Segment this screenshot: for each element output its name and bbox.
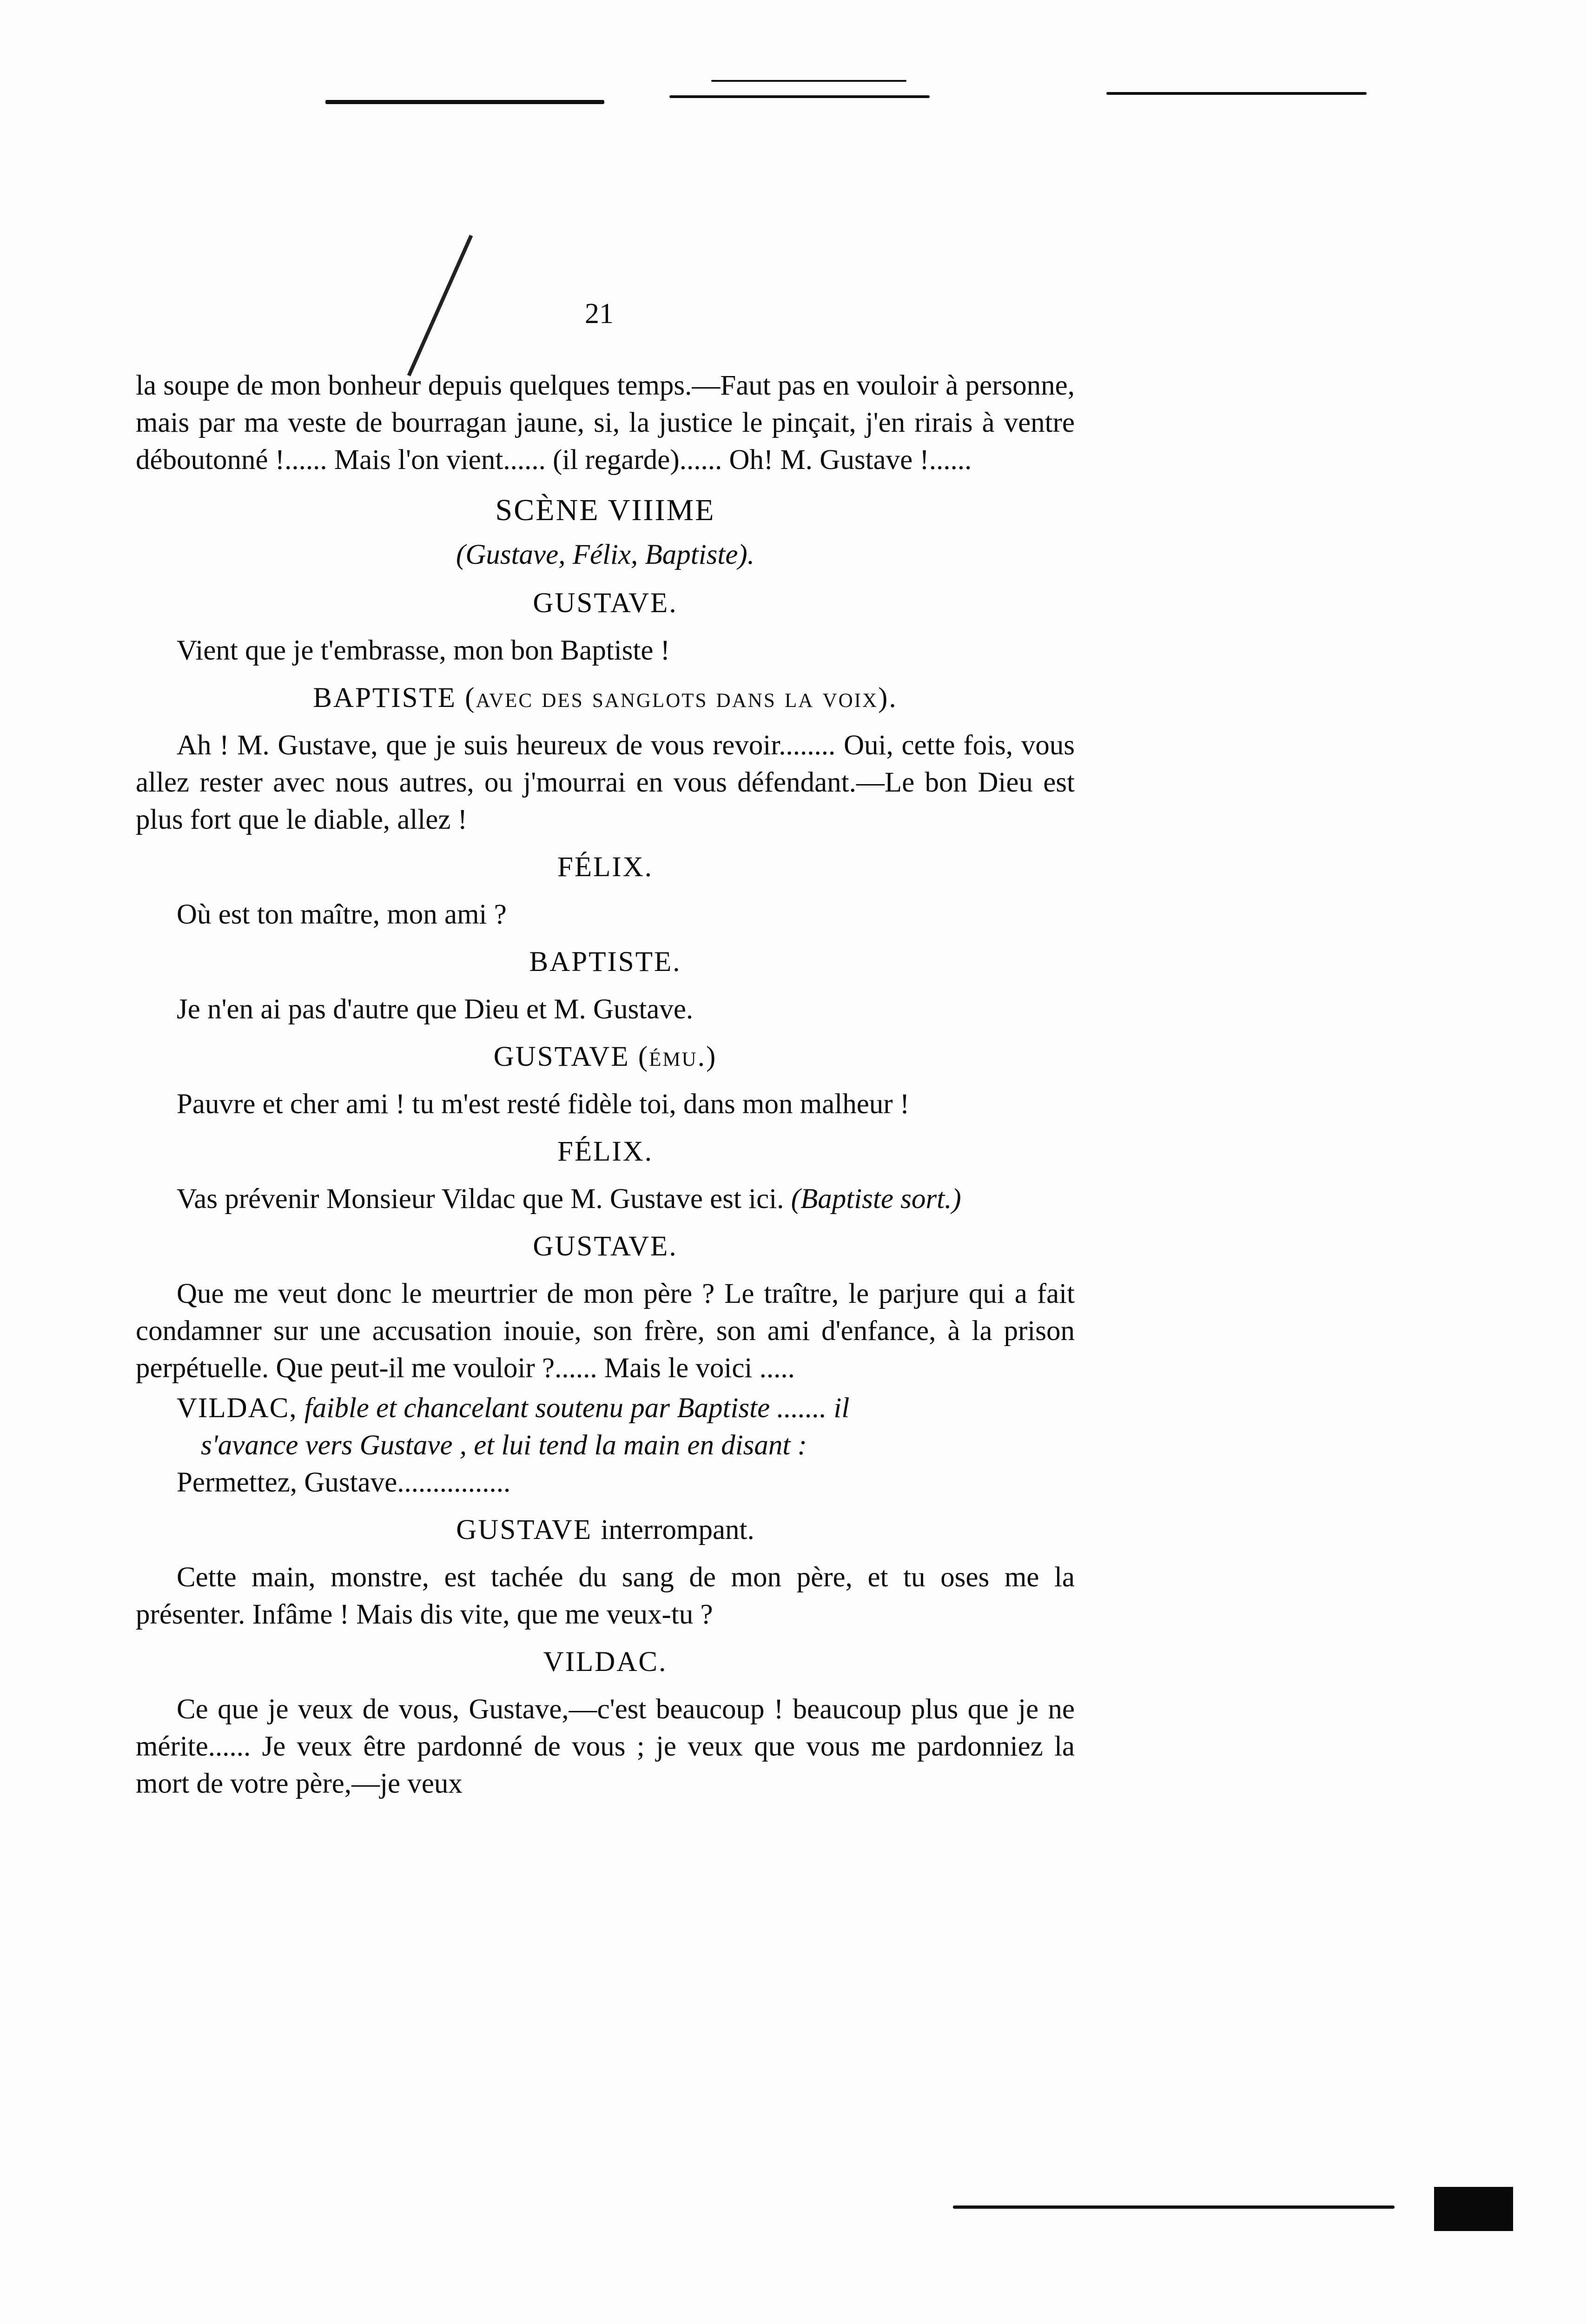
dialogue-line: Où est ton maître, mon ami ? [177, 899, 507, 930]
stage-direction: (Baptiste sort.) [791, 1183, 961, 1215]
speaker-note: interrompant. [601, 1514, 754, 1545]
speaker-baptiste: BAPTISTE. [529, 946, 681, 977]
dialogue-line: Cette main, monstre, est tachée du sang de mon père, et tu oses me la présenter. Infâme ! Mais dis vite, que me veux-tu ? [136, 1562, 1075, 1630]
speaker-gustave: GUSTAVE (ému.) [493, 1041, 717, 1072]
stage-direction-continued: s'avance vers Gustave , et lui tend la main en disant : [201, 1430, 807, 1461]
scan-line-top-4 [711, 80, 906, 82]
pencil-stroke [407, 235, 473, 376]
stage-direction-block [136, 1390, 1075, 1427]
speaker-felix: FÉLIX. [557, 1136, 654, 1167]
scan-line-top-3 [1106, 92, 1367, 95]
scene-cast: (Gustave, Félix, Baptiste). [456, 539, 754, 570]
speaker-vildac: VILDAC, [177, 1393, 298, 1424]
stage-direction: faible et chancelant soutenu par Baptiste ....... il [304, 1393, 850, 1424]
play-text [136, 367, 1075, 1802]
scan-line-top-2 [669, 95, 930, 98]
scan-line-bottom [953, 2205, 1395, 2209]
page-number: 21 [585, 298, 614, 330]
speaker-vildac: VILDAC. [543, 1646, 668, 1677]
speaker-name: GUSTAVE [456, 1514, 593, 1545]
paragraph-continuation: la soupe de mon bonheur depuis quelques temps.—Faut pas en vouloir à personne, mais par ma veste de bourragan jaune, si, la justice le pinçait, j'en rirais à ventre déboutonné !...... Mais l'on vient...... (il regarde)...... Oh! M. Gustave !...... [136, 370, 1075, 475]
speaker-baptiste: BAPTISTE (avec des sanglots dans la voix). [313, 682, 898, 713]
dialogue-line: Je n'en ai pas d'autre que Dieu et M. Gustave. [177, 994, 694, 1025]
speaker-gustave: GUSTAVE. [533, 1231, 678, 1262]
scan-black-mark [1434, 2187, 1513, 2231]
dialogue-line: Pauvre et cher ami ! tu m'est resté fidèle toi, dans mon malheur ! [177, 1089, 910, 1120]
scan-line-top-1 [325, 100, 604, 104]
dialogue-line: Vient que je t'embrasse, mon bon Baptiste ! [177, 635, 670, 666]
dialogue-line [136, 1181, 1075, 1218]
speaker-felix: FÉLIX. [557, 852, 654, 883]
dialogue-line: Ah ! M. Gustave, que je suis heureux de vous revoir........ Oui, cette fois, vous allez rester avec nous autres, ou j'mourrai en vous défendant.—Le bon Dieu est plus fort que le diable, allez ! [136, 730, 1075, 835]
speaker-gustave: GUSTAVE. [533, 588, 678, 619]
dialogue-line: Permettez, Gustave................ [177, 1467, 511, 1498]
scene-heading: SCÈNE VIIIME [495, 493, 715, 527]
dialogue-line: Que me veut donc le meurtrier de mon père ? Le traître, le parjure qui a fait condamner sur une accusation inouie, son frère, son ami d'enfance, à la prison perpétuelle. Que peut-il me vouloir ?...... Mais le voici ..... [136, 1278, 1075, 1384]
speaker-gustave-interrupting [136, 1512, 1075, 1549]
dialogue-line: Ce que je veux de vous, Gustave,—c'est beaucoup ! beaucoup plus que je ne mérite...... Je veux être pardonné de vous ; je veux que vous me pardonniez la mort de votre père,—je veux [136, 1694, 1075, 1799]
dialogue-text: Vas prévenir Monsieur Vildac que M. Gustave est ici. [177, 1183, 784, 1215]
